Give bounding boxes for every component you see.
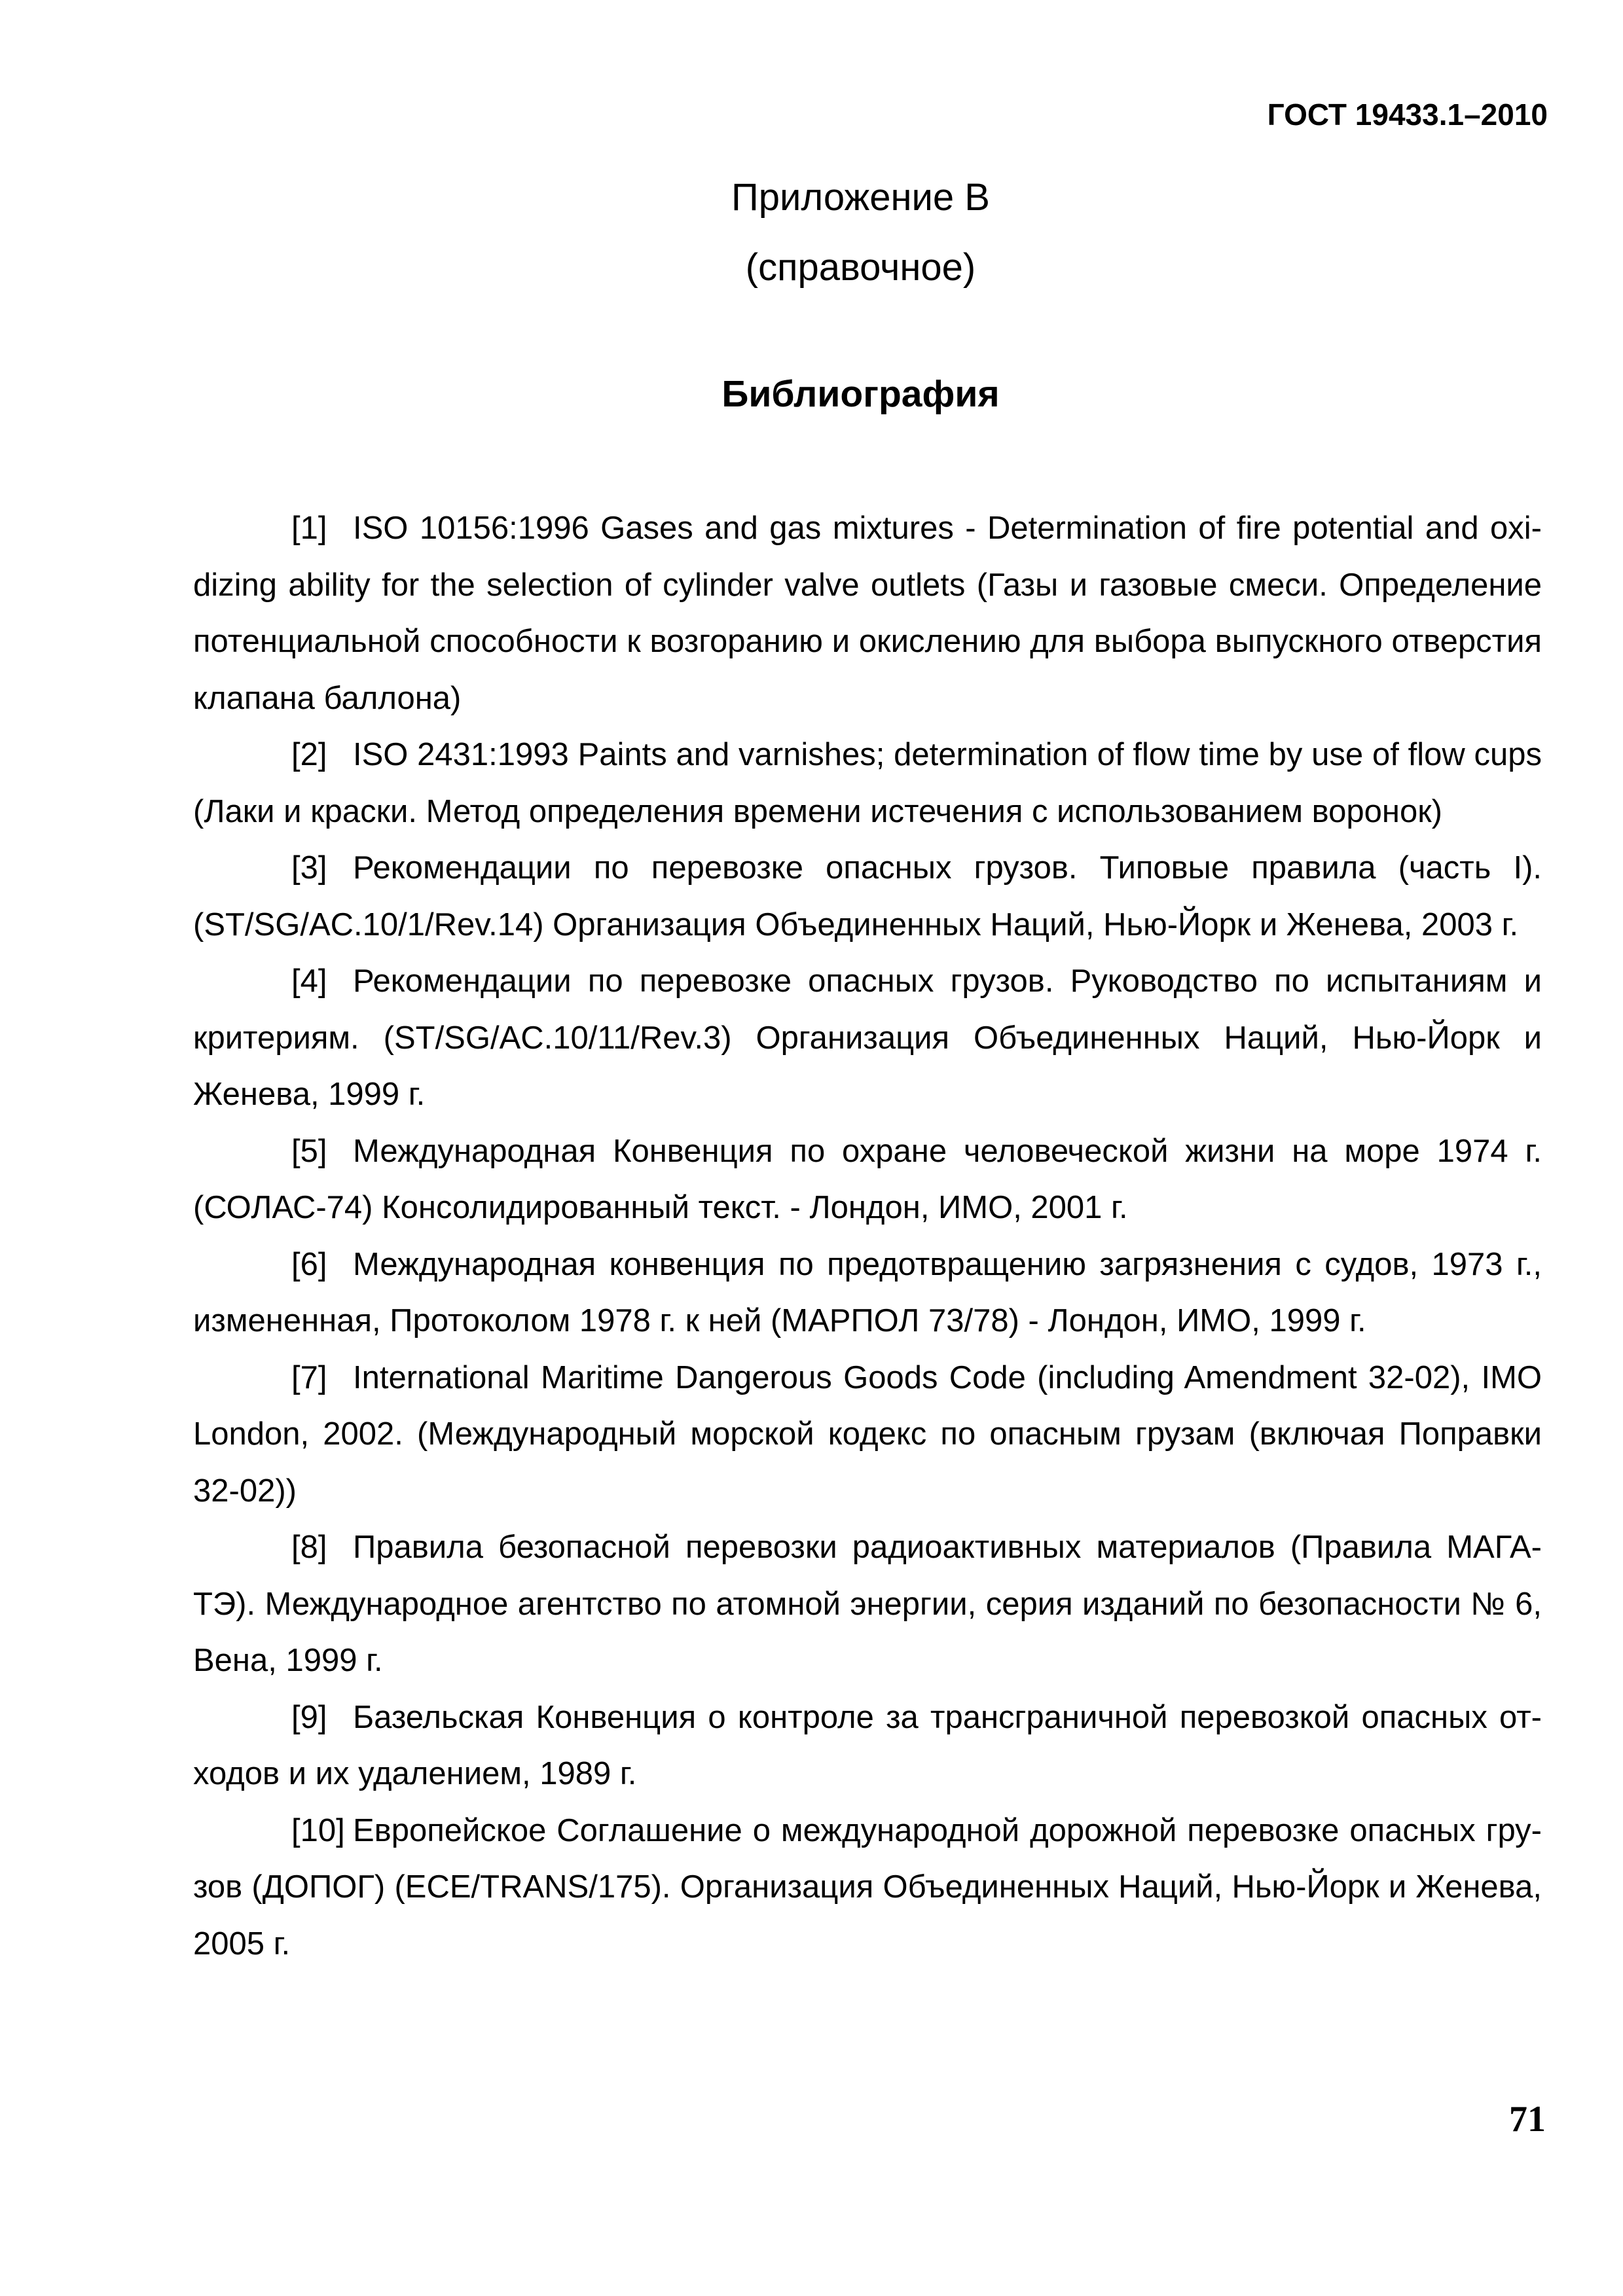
page-number: 71 — [1509, 2099, 1546, 2140]
bibliography-item — [193, 953, 1542, 1123]
bibliography-item — [193, 1123, 1542, 1236]
bibliography-item-number: [5] — [291, 1133, 327, 1169]
bibliography-item-text: International Maritime Dangerous Goods Code (including Amendment 32-02), IMO London, 2002. (Международный морской кодекс по опасным грузам (включая Поправки 32-02)) — [193, 1359, 1542, 1509]
bibliography-item — [193, 1350, 1542, 1520]
bibliography-item-number: [1] — [291, 511, 327, 546]
bibliography-item-text: ISO 10156:1996 Gases and gas mixtures - Determination of fire potential and oxidizing ability for the selection of cylinder valve outlets (Газы и газовые смеси. Определение потенциальной способности к возгоранию и окислению для выбора выпускного отверстия клапана баллона) — [193, 511, 1542, 716]
bibliography-item-text: ISO 2431:1993 Paints and varnishes; determination of flow time by use of flow cups (Лаки и краски. Метод определения времени истечения с использованием воронок) — [193, 737, 1542, 829]
bibliography-item-text: Международная конвенция по предотвращению загрязнения с судов, 1973 г., измененная, Протоколом 1978 г. к ней (МАРПОЛ 73/78) - Лондон, ИМО, 1999 г. — [193, 1246, 1542, 1338]
bibliography-item-number: [6] — [291, 1246, 327, 1282]
standard-code: ГОСТ 19433.1–2010 — [1267, 98, 1548, 132]
bibliography-item-text: Базельская Конвенция о контроле за трансграничной перевозкой опасных отходов и их удалением, 1989 г. — [193, 1699, 1542, 1791]
bibliography-item-number: [9] — [291, 1699, 327, 1735]
section-title: Библиография — [721, 373, 1000, 415]
bibliography-item — [193, 726, 1542, 840]
bibliography-item-number: [8] — [291, 1530, 327, 1565]
bibliography-item — [193, 1519, 1542, 1689]
appendix-note: (справочное) — [745, 246, 976, 289]
bibliography-item-text: Рекомендации по перевозке опасных грузов. Типовые правила (часть I). (ST/SG/AC.10/1/Rev.14) Организация Объединенных Наций, Нью-Йорк и Женева, 2003 г. — [193, 850, 1542, 942]
bibliography-item-number: [3] — [291, 850, 327, 886]
bibliography-item-number: [7] — [291, 1359, 327, 1395]
bibliography-item-text: Европейское Соглашение о международной дорожной перевозке опасных грузов (ДОПОГ) (ECE/TRANS/175). Организация Объединенных Наций, Нью-Йорк и Женева, 2005 г. — [193, 1812, 1542, 1962]
bibliography-item-text: Рекомендации по перевозке опасных грузов. Руководство по испытаниям и критериям. (ST/SG/AC.10/11/Rev.3) Организация Объединенных Наций, Нью-Йорк и Женева, 1999 г. — [193, 963, 1542, 1112]
appendix-title: Приложение В — [731, 176, 990, 219]
bibliography-item-number: [4] — [291, 963, 327, 999]
bibliography-item — [193, 1803, 1542, 1973]
bibliography-item-text: Международная Конвенция по охране человеческой жизни на море 1974 г. (СОЛАС-74) Консолидированный текст. - Лондон, ИМО, 2001 г. — [193, 1133, 1542, 1225]
bibliography-item — [193, 500, 1542, 726]
bibliography-item — [193, 840, 1542, 953]
bibliography-list — [193, 500, 1542, 1972]
bibliography-item-text: Правила безопасной перевозки радиоактивных материалов (Правила МАГАТЭ). Международное агентство по атомной энергии, серия изданий по безопасности № 6, Вена, 1999 г. — [193, 1530, 1542, 1678]
bibliography-item-number: [10] — [291, 1812, 345, 1848]
bibliography-item-number: [2] — [291, 737, 327, 772]
bibliography-item — [193, 1236, 1542, 1350]
bibliography-item — [193, 1689, 1542, 1803]
